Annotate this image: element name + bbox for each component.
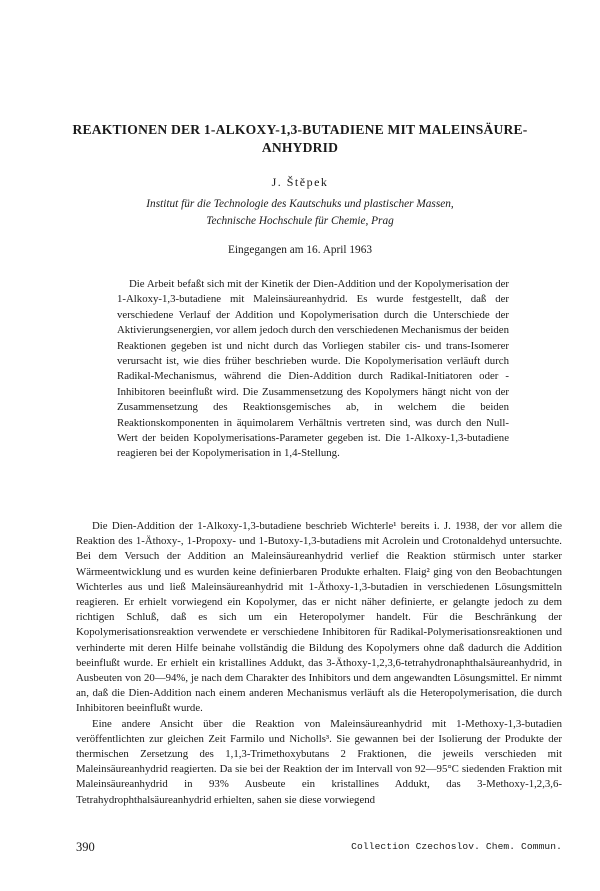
page-footer [76,840,562,856]
page-number: 390 [76,840,95,854]
received-date: Eingegangen am 16. April 1963 [227,244,372,256]
paragraph-1: Die Dien-Addition der 1-Alkoxy-1,3-butadiene beschrieb Wichterle¹ bereits i. J. 1938, der vor allem die Reaktion des 1-Äthoxy-, 1-Propoxy- und 1-Butoxy-1,3-butadiens mit Acrolein und Crotonaldehyd untersuchte. Bei dem Versuch der Addition an Maleinsäureanhydrid verlief die Reaktion stürmisch unter starker Wärmeentwicklung und es wurden keine definierbaren Produkte erhalten. Flaig² ging von den Beobachtungen Wichterles aus und ließ Maleinsäureanhydrid mit 1-Äthoxy-1,3-butadien in verschiedenen Lösungsmitteln reagieren. Er erhielt vorwiegend ein Kopolymer, das er nicht näher definierte, er gelangte jedoch zu dem richtigen Schluß, daß es sich um ein Heteropolymer handelt. Für die Beschränkung der Kopolymerisationsreaktion verwendete er verschiedene Inhibitoren für Radikal-Polymerisationsreaktionen und verhinderte mit deren Hilfe beinahe vollständig die Bildung des Kopolymers ohne daß dadurch die Addition beeinflußt wurde. Er erhielt ein kristallines Addukt, das 3-Äthoxy-1,2,3,6-tetrahydronaphthalsäureanhydrid, in Ausbeuten von 20—94%, je nach dem Charakter des Inhibitors und dem angewandten Lösungsmittel. Er nimmt an, daß die Dien-Addition nach einem anderen Mechanismus verläuft als die Heteropolymerisation, die durch Inhibitoren beeinflußt wurde. [76,520,562,715]
journal-name: Collection Czechoslov. Chem. Commun. [351,841,562,852]
body-text [76,519,562,808]
abstract: Die Arbeit befaßt sich mit der Kinetik der Dien-Addition und der Kopolymerisation der 1-Alkoxy-1,3-butadiene mit Maleinsäureanhydrid. Es wurde festgestellt, daß der verschiedene Verlauf der Addition und Kopolymerisation durch die Unterschiede der Aktivierungsenergien, vor allem jedoch durch den verschiedenen Mechanismus der beiden Reaktionen gegeben ist und nicht durch das Vorliegen stabiler cis- und trans-Isomerer verursacht ist, wie dies früher beschrieben wurde. Die Kopolymerisation verläuft durch Radikal-Mechanismus, während die Dien-Addition durch Radikal-Initiatoren oder -Inhibitoren beeinflußt wird. Die Zusammensetzung des Kopolymers hängt nicht von der Zusammensetzung des Reaktionsgemisches ab, in welchem die beiden Reaktionskomponenten in äquimolarem Verhältnis vertreten sind, was durch den Null-Wert der beiden Kopolymerisations-Parameter gegeben ist. Die 1-Alkoxy-1,3-butadiene reagieren bei der Kopolymerisation in 1,4-Stellung. [117,278,509,460]
author: J. Štěpek [271,175,329,189]
paper-title: REAKTIONEN DER 1-ALKOXY-1,3-BUTADIENE MIT MALEINSÄURE-ANHYDRID [72,122,528,155]
affiliation-line-2: Technische Hochschule für Chemie, Prag [206,214,394,227]
paragraph-2: Eine andere Ansicht über die Reaktion von Maleinsäureanhydrid mit 1-Methoxy-1,3-butadien veröffentlichten zur gleichen Zeit Farmilo und Nicholls³. Sie gewannen bei der Isolierung der Produkte der thermischen Zersetzung des 1,1,3-Trimethoxybutans 2 Fraktionen, die jeweils verschieden mit Maleinsäureanhydrid reagierten. Da sie bei der Reaktion der im Intervall von 92—95°C siedenden Fraktion mit Maleinsäureanhydrid in 93% Ausbeute ein kristallines Addukt, das 3-Methoxy-1,2,3,6-Tetrahydrophthalsäureanhydrid erhielten, sahen sie diese vorwiegend [76,717,562,806]
affiliation [0,196,600,229]
affiliation-line-1: Institut für die Technologie des Kautschuks und plastischer Massen, [146,198,454,210]
